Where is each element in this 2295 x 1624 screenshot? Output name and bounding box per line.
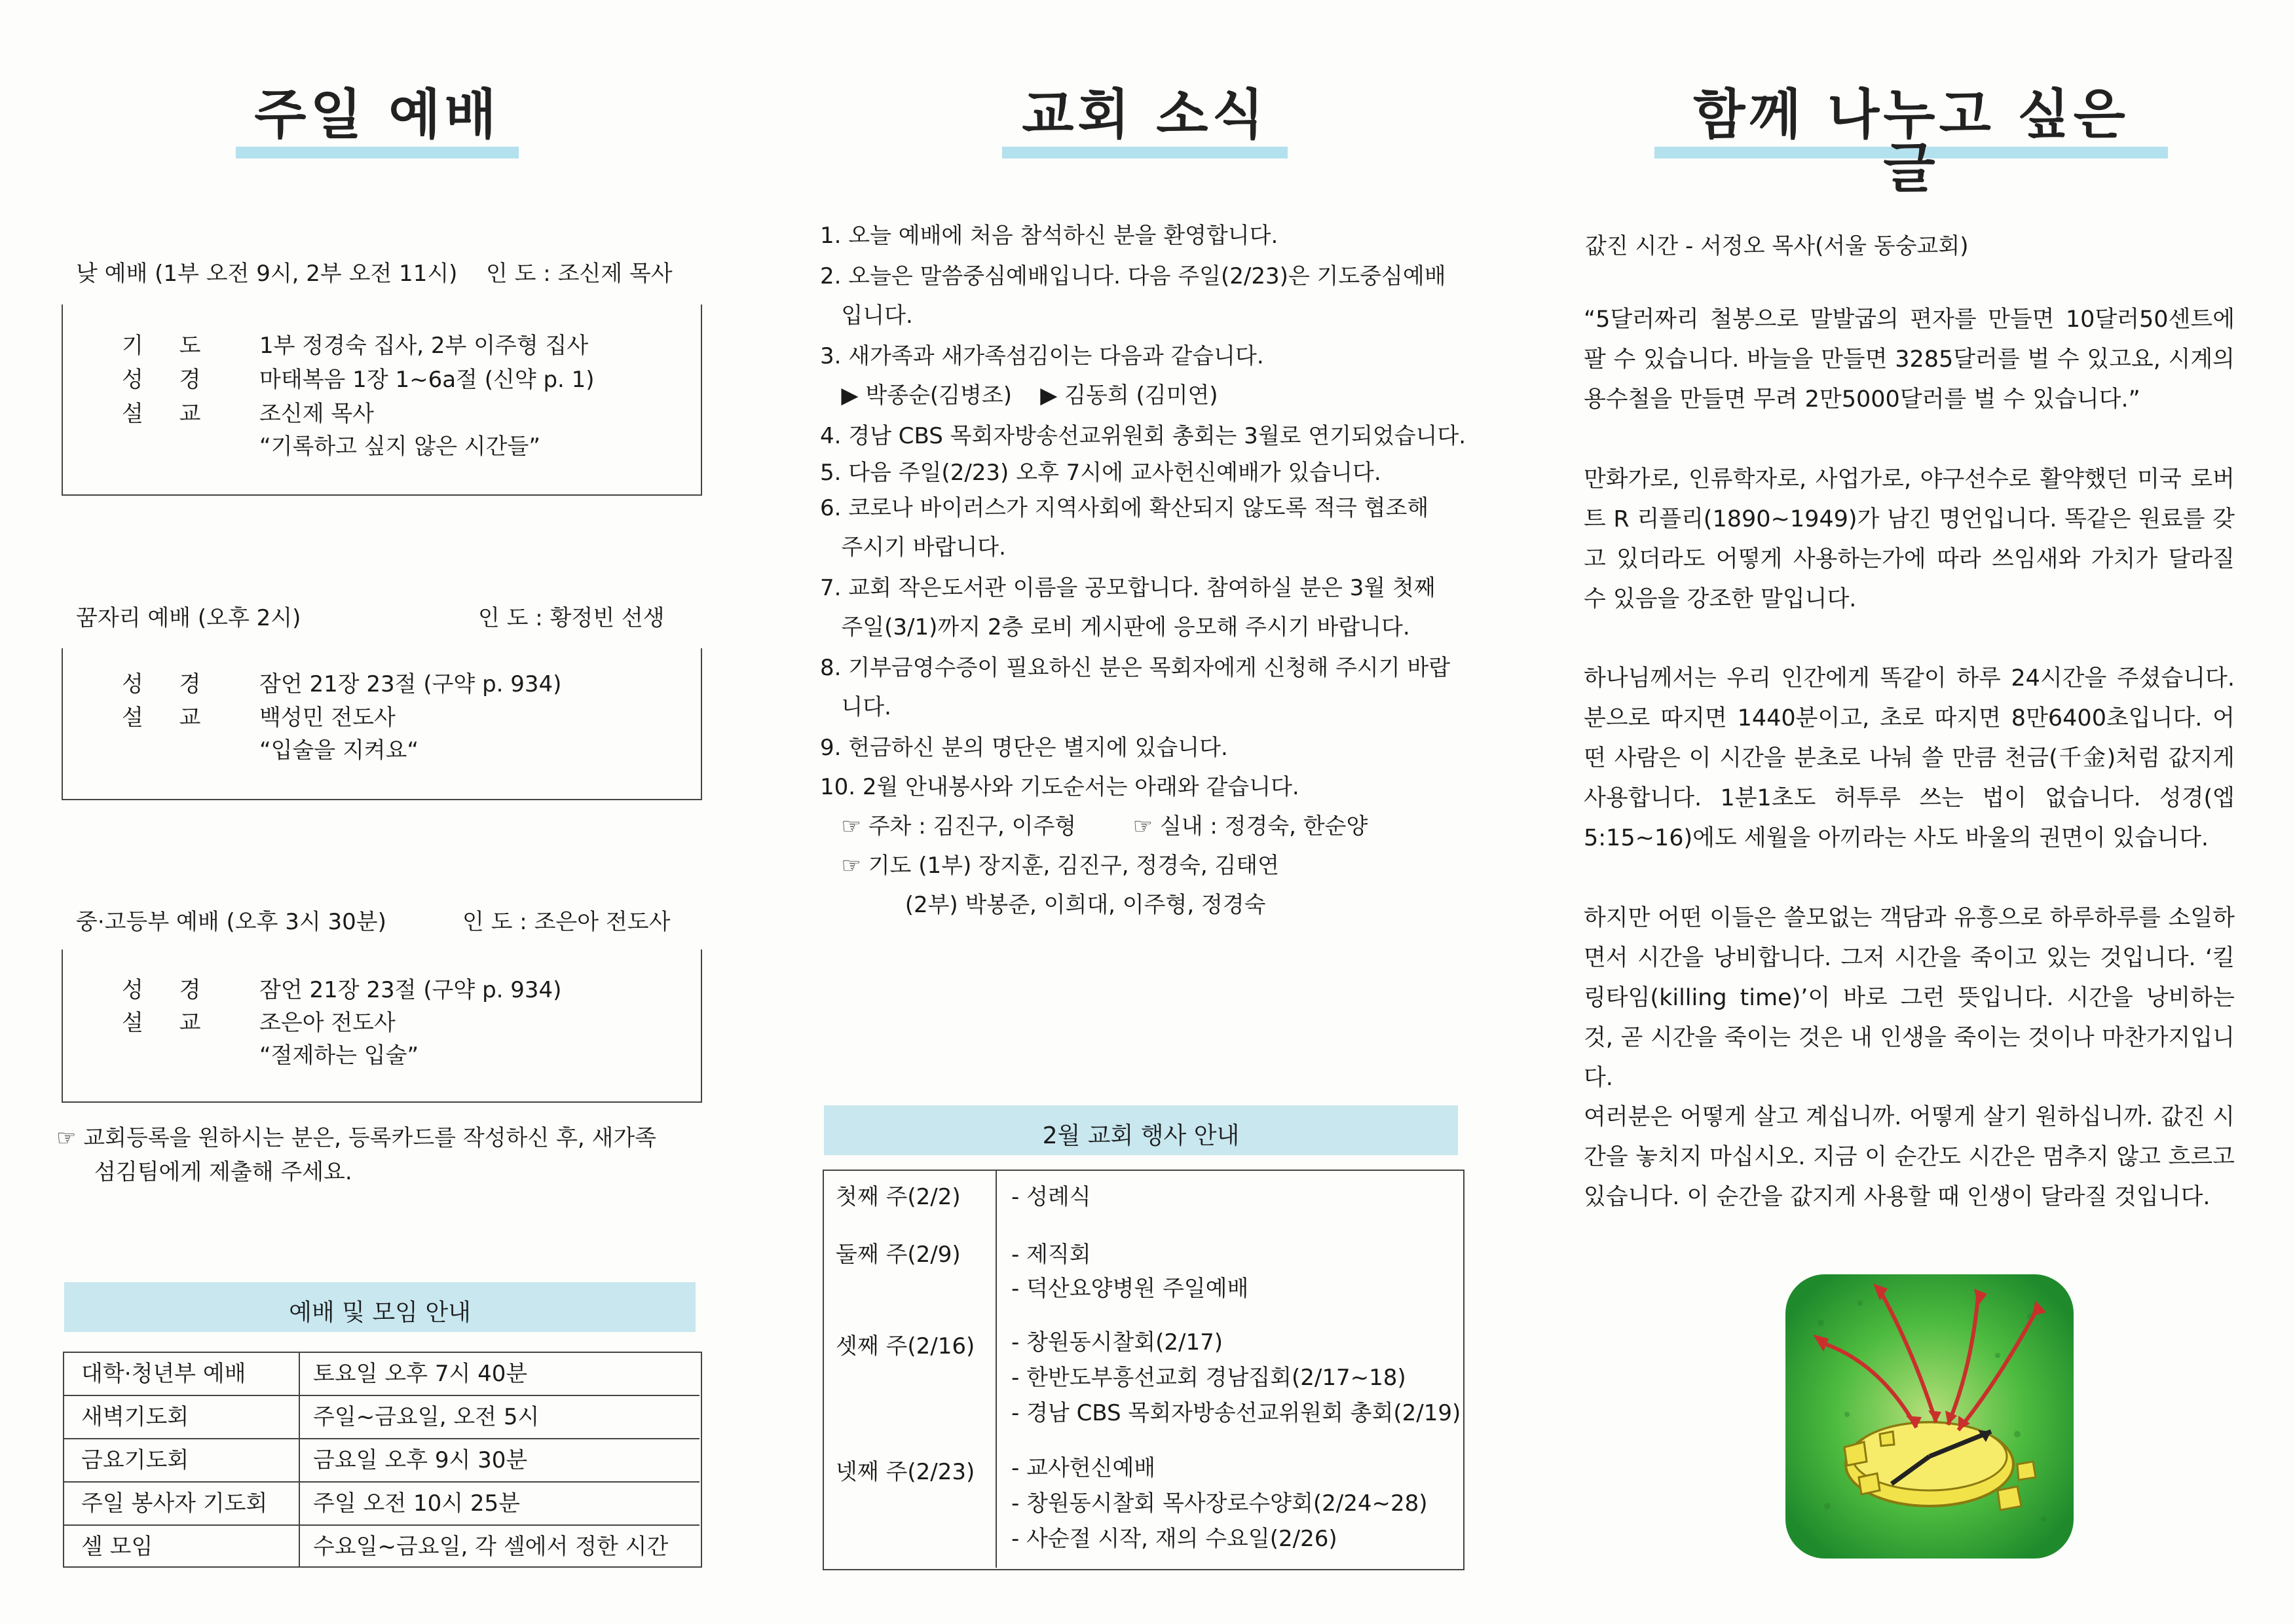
row-label: 성 경 xyxy=(122,977,215,1003)
meeting-name: 새벽기도회 xyxy=(81,1404,189,1430)
table-row-divider xyxy=(64,1438,700,1439)
news-line: 입니다. xyxy=(820,303,913,329)
service-title: 꿈자리 예배 (오후 2시) xyxy=(76,605,301,631)
news-line: ☞ 주차 : 김진구, 이주형 ☞ 실내 : 정경숙, 한순양 xyxy=(820,813,1368,840)
meeting-name: 주일 봉사자 기도회 xyxy=(81,1490,268,1517)
article-paragraph: “5달러짜리 철봉으로 말발굽의 편자를 만들면 10달러50센트에 팔 수 있습니다. 바늘을 만들면 3285달러를 벌 수 있고요, 시계의 용수철을 만들면 무려 2만5000달러를 벌 수 있습니다.” xyxy=(1584,306,2235,413)
article-paragraph: 여러분은 어떻게 살고 계십니까. 어떻게 살기 원하십니까. 값진 시간을 놓치지 마십시오. 지금 이 순간도 시간은 멈추지 않고 흐르고 있습니다. 이 순간을 값지게 사용할 때 인생이 달라질 것입니다. xyxy=(1584,1104,2235,1210)
news-line: 주시기 바랍니다. xyxy=(820,534,1006,561)
news-line: 9. 헌금하신 분의 명단은 별지에 있습니다. xyxy=(820,735,1228,761)
row-value: 잠언 21장 23절 (구약 p. 934) xyxy=(259,977,562,1003)
row-value: 백성민 전도사 xyxy=(259,705,396,731)
service-title: 낮 예배 (1부 오전 9시, 2부 오전 11시) xyxy=(76,261,458,287)
event-item: - 한반도부흥선교회 경남집회(2/17~18) xyxy=(1011,1365,1406,1391)
heading-underline xyxy=(1002,147,1288,158)
event-week: 첫째 주(2/2) xyxy=(836,1184,961,1210)
news-line: (2부) 박봉준, 이희대, 이주형, 정경숙 xyxy=(820,892,1266,918)
row-label: 설 교 xyxy=(122,1010,215,1036)
meeting-time: 주일~금요일, 오전 5시 xyxy=(313,1404,540,1430)
meetings-title: 예배 및 모임 안내 xyxy=(289,1299,471,1326)
news-line: 4. 경남 CBS 목회자방송선교위원회 총회는 3월로 연기되었습니다. xyxy=(820,423,1466,449)
news-line: 3. 새가족과 새가족섬김이는 다음과 같습니다. xyxy=(820,343,1264,369)
event-week: 둘째 주(2/9) xyxy=(836,1242,961,1268)
news-line: 주일(3/1)까지 2층 로비 게시판에 응모해 주시기 바랍니다. xyxy=(820,614,1410,640)
meeting-name: 금요기도회 xyxy=(81,1447,189,1473)
article-paragraph: 하지만 어떤 이들은 쓸모없는 객담과 유흥으로 하루하루를 소일하면서 시간을 낭비합니다. 그저 시간을 죽이고 있는 것입니다. ‘킬링타임(killing time)’이 바로 그런 뜻입니다. 시간을 낭비하는 것, 곧 시간을 죽이는 것은 내 인생을 죽이는 것이나 마찬가지입니다. xyxy=(1584,905,2235,1091)
registration-note: ☞ 교회등록을 원하시는 분은, 등록카드를 작성하신 후, 새가족 xyxy=(56,1125,657,1151)
row-value: 1부 정경숙 집사, 2부 이주형 집사 xyxy=(259,333,589,359)
sermon-title: “절제하는 입술” xyxy=(259,1043,419,1069)
meeting-time: 토요일 오후 7시 40분 xyxy=(313,1361,528,1387)
arrows-clock-illustration xyxy=(1782,1270,2078,1562)
row-label: 기 도 xyxy=(122,333,215,359)
meetings-header xyxy=(64,1282,696,1332)
event-item: - 창원동시찰회(2/17) xyxy=(1011,1329,1223,1356)
event-item: - 경남 CBS 목회자방송선교위원회 총회(2/19) xyxy=(1011,1400,1461,1426)
article-paragraph: 하나님께서는 우리 인간에게 똑같이 하루 24시간을 주셨습니다. 분으로 따지면 1440분이고, 초로 따지면 8만6400초입니다. 어떤 사람은 이 시간을 분초로 나눠 쓸 만큼 천금(千金)처럼 값지게 사용합니다. 1분1초도 허투루 쓰는 법이 없습니다. 성경(엡 5:15~16)에도 세월을 아끼라는 사도 바울의 권면이 있습니다. xyxy=(1584,665,2235,851)
meeting-time: 주일 오전 10시 25분 xyxy=(313,1490,521,1517)
news-line: 5. 다음 주일(2/23) 오후 7시에 교사헌신예배가 있습니다. xyxy=(820,460,1381,486)
meeting-time: 수요일~금요일, 각 셀에서 정한 시간 xyxy=(313,1534,669,1560)
meeting-name: 대학·청년부 예배 xyxy=(81,1361,246,1387)
event-item: - 교사헌신예배 xyxy=(1011,1455,1156,1481)
table-row-divider xyxy=(64,1395,700,1396)
service-title: 중·고등부 예배 (오후 3시 30분) xyxy=(76,909,386,935)
article-paragraph: 만화가로, 인류학자로, 사업가로, 야구선수로 활약했던 미국 로버트 R 리플리(1890~1949)가 남긴 명언입니다. 똑같은 원료를 갖고 있더라도 어떻게 사용하는가에 따라 쓰임새와 가치가 달라질 수 있음을 강조한 말입니다. xyxy=(1584,466,2235,612)
meeting-name: 셀 모임 xyxy=(81,1534,153,1560)
sermon-title: “입술을 지켜요“ xyxy=(259,737,419,764)
events-title: 2월 교회 행사 안내 xyxy=(1042,1122,1240,1149)
sharing-heading: 함께 나누고 싶은 글 xyxy=(1693,84,2129,200)
news-line: 니다. xyxy=(820,694,891,720)
sermon-title: “기록하고 싶지 않은 시간들” xyxy=(259,434,540,460)
event-item: - 사순절 시작, 재의 수요일(2/26) xyxy=(1011,1526,1337,1552)
event-week: 셋째 주(2/16) xyxy=(836,1333,975,1359)
service-leader: 인 도 : 조신제 목사 xyxy=(486,261,673,287)
table-divider xyxy=(996,1171,997,1568)
row-value: 조은아 전도사 xyxy=(259,1010,396,1036)
row-label: 성 경 xyxy=(122,367,215,393)
news-line: 10. 2월 안내봉사와 기도순서는 아래와 같습니다. xyxy=(820,774,1299,800)
table-row-divider xyxy=(64,1524,700,1526)
event-item: - 제직회 xyxy=(1011,1242,1091,1268)
illustration-svg xyxy=(1782,1270,2078,1562)
event-item: - 덕산요양병원 주일예배 xyxy=(1011,1276,1249,1302)
worship-heading: 주일 예배 xyxy=(254,84,500,146)
event-item: - 성례식 xyxy=(1011,1184,1091,1210)
news-line: ▶ 박종순(김병조) ▶ 김동희 (김미연) xyxy=(820,382,1218,409)
news-heading: 교회 소식 xyxy=(1022,84,1268,146)
news-line: ☞ 기도 (1부) 장지훈, 김진구, 정경숙, 김태연 xyxy=(820,853,1279,879)
news-line: 7. 교회 작은도서관 이름을 공모합니다. 참여하실 분은 3월 첫째 xyxy=(820,575,1436,601)
table-divider xyxy=(299,1353,300,1566)
service-leader: 인 도 : 조은아 전도사 xyxy=(462,909,671,935)
row-label: 설 교 xyxy=(122,401,215,427)
row-value: 조신제 목사 xyxy=(259,401,375,427)
row-label: 성 경 xyxy=(122,671,215,697)
table-row-divider xyxy=(64,1481,700,1483)
article-subtitle: 값진 시간 - 서정오 목사(서울 동숭교회) xyxy=(1585,233,1969,259)
news-line: 2. 오늘은 말씀중심예배입니다. 다음 주일(2/23)은 기도중심예배 xyxy=(820,263,1446,289)
row-label: 설 교 xyxy=(122,705,215,731)
meeting-time: 금요일 오후 9시 30분 xyxy=(313,1447,528,1473)
heading-underline xyxy=(236,147,519,158)
registration-note: 섬김팀에게 제출해 주세요. xyxy=(94,1159,352,1185)
service-leader: 인 도 : 황정빈 선생 xyxy=(478,605,665,631)
news-line: 8. 기부금영수증이 필요하신 분은 목회자에게 신청해 주시기 바랍 xyxy=(820,655,1451,681)
row-value: 잠언 21장 23절 (구약 p. 934) xyxy=(259,671,562,697)
row-value: 마태복음 1장 1~6a절 (신약 p. 1) xyxy=(259,367,595,393)
events-header xyxy=(824,1105,1458,1155)
news-line: 6. 코로나 바이러스가 지역사회에 확산되지 않도록 적극 협조해 xyxy=(820,495,1429,521)
news-line: 1. 오늘 예배에 처음 참석하신 분을 환영합니다. xyxy=(820,223,1278,249)
event-item: - 창원동시찰회 목사장로수양회(2/24~28) xyxy=(1011,1490,1428,1517)
event-week: 넷째 주(2/23) xyxy=(836,1459,975,1485)
